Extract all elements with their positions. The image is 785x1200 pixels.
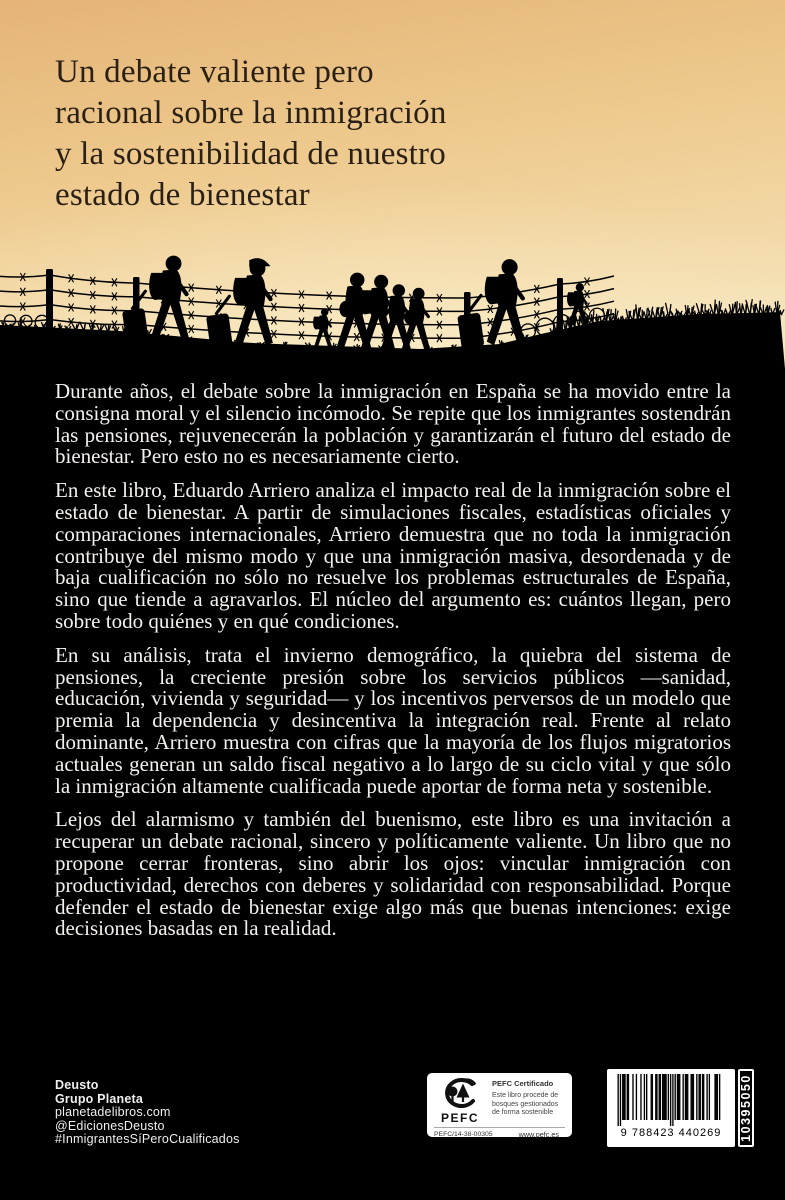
product-code-strip xyxy=(738,1069,754,1147)
hero-section xyxy=(0,0,785,368)
pefc-wordmark: PEFC xyxy=(440,1111,479,1125)
barcode-label xyxy=(607,1069,754,1147)
pefc-description: Este libro procede de bosques gestionados de forma sostenible xyxy=(492,1092,559,1117)
publisher-hashtag: #InmigrantesSíPeroCualificados xyxy=(55,1132,240,1147)
isbn-digits: 9 788423 440269 xyxy=(620,1127,722,1139)
ean-barcode xyxy=(607,1069,735,1147)
migrants-silhouette-illustration xyxy=(0,217,785,369)
product-code: 10395050 xyxy=(739,1074,753,1142)
synopsis-paragraph: En su análisis, trata el invierno demográfico, la quiebra del sistema de pensiones, la creciente presión sobre los servicios públicos —sanidad, educación, vivienda y seguridad— y los incentivos perversos de un modelo que premia la dependencia y desincentiva la integración real. Frente al relato dominante, Arriero muestra con cifras que la mayoría de los flujos migratorios actuales generan un saldo fiscal negativo a lo largo de su ciclo vital y que sólo la inmigración altamente cualificada puede aportar de forma neta y sostenible. xyxy=(55,642,731,798)
headline-line: estado de bienestar xyxy=(55,177,310,213)
pefc-url: www.pefc.es xyxy=(518,1130,559,1139)
migrant-figure xyxy=(120,256,189,348)
headline-line: Un debate valiente pero xyxy=(55,54,374,90)
headline-line: racional sobre la inmigración xyxy=(55,95,447,131)
barcode-bars xyxy=(614,1074,728,1126)
publisher-group: Grupo Planeta xyxy=(55,1091,144,1106)
synopsis-paragraph: Lejos del alarmismo y también del buenismo, este libro es una invitación a recuperar un debate racional, sincero y políticamente valiente. Un libro que no propone cerrar fronteras, sino abrir los ojos: vincular inmigración con productividad, derechos con deberes y solidaridad con responsabilidad. Porque defender el estado de bienestar exige algo más que buenas intenciones: exige decisiones basadas en la realidad. xyxy=(55,807,731,941)
publisher-website: planetadelibros.com xyxy=(55,1105,171,1120)
synopsis-paragraph: Durante años, el debate sobre la inmigración en España se ha movido entre la consigna moral y el silencio incómodo. Se repite que los inmigrantes sostendrán las pensiones, rejuvenecerán la población y garantizarán el futuro del estado de bienestar. Pero esto no es necesariamente cierto. xyxy=(55,379,731,469)
imprint-name: Deusto xyxy=(55,1078,99,1092)
publisher-block xyxy=(55,1079,240,1147)
pefc-certificate-title: PEFC Certificado xyxy=(492,1079,554,1088)
headline-line: y la sostenibilidad de nuestro xyxy=(55,136,446,172)
publisher-social-handle: @EdicionesDeusto xyxy=(55,1118,165,1133)
pefc-certification-label xyxy=(427,1073,572,1137)
synopsis-paragraph: En este libro, Eduardo Arriero analiza el impacto real de la inmigración sobre el estado de bienestar. A partir de simulaciones fiscales, estadísticas oficiales y comparaciones internacionales, Arriero demuestra que no toda la inmigración contribuye del mismo modo y que una inmigración masiva, desordenada y de baja cualificación no sólo no resuelve los problemas estructurales de España, sino que tiende a agravarlos. El núcleo del argumento es: cuántos llegan, pero sobre todo quiénes y en qué condiciones. xyxy=(55,478,731,633)
pefc-certificate-code: PEFC/14-38-00305 xyxy=(434,1131,493,1138)
headline xyxy=(55,52,447,216)
pefc-logo-icon xyxy=(439,1078,481,1110)
synopsis-section xyxy=(0,368,785,952)
